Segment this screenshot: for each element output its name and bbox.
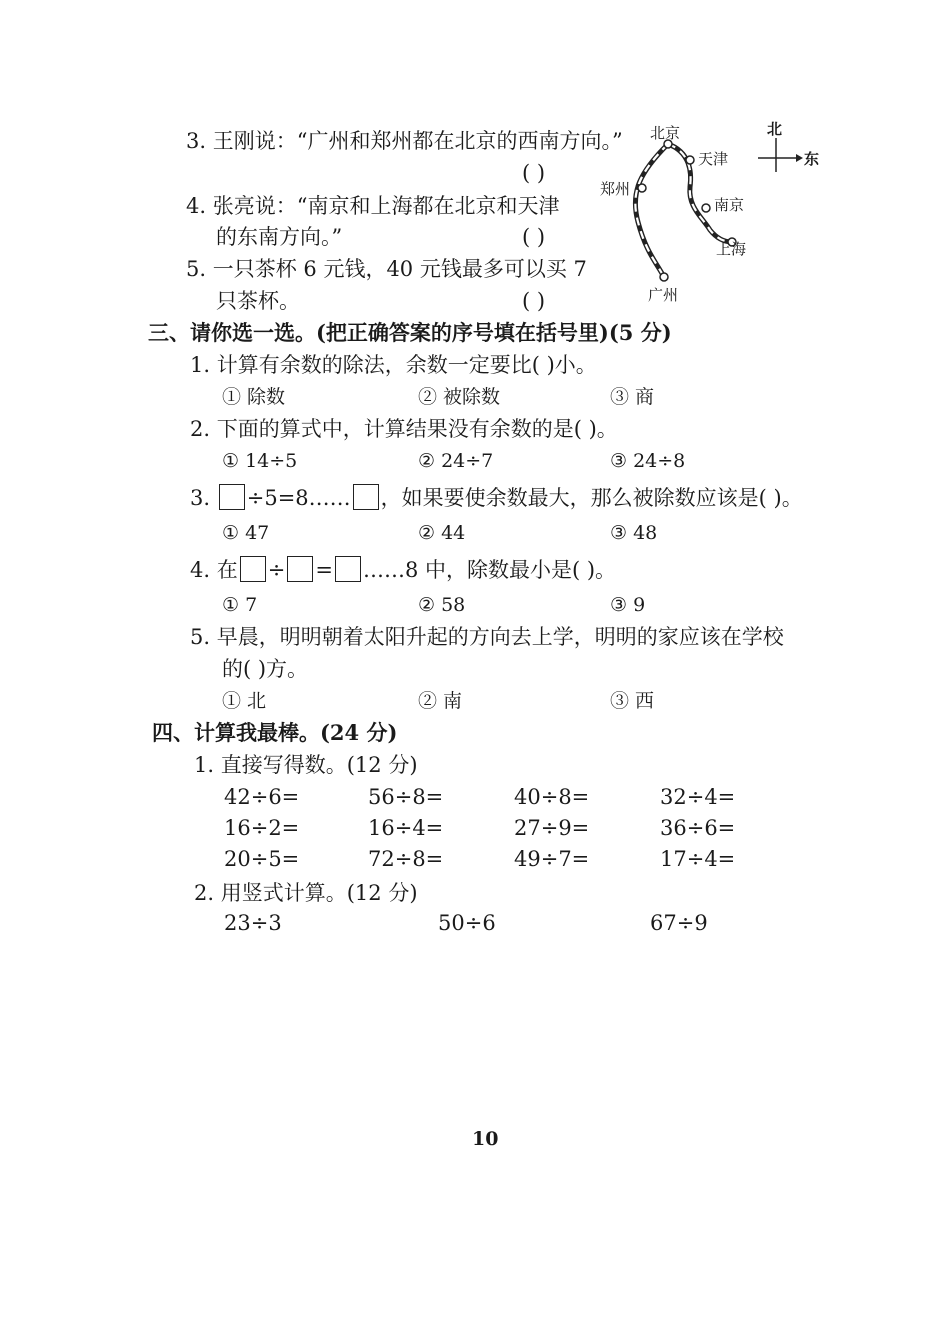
station-guangzhou (660, 273, 668, 281)
blank-box[interactable] (287, 556, 313, 582)
label-beijing: 北京 (650, 124, 681, 142)
station-nanjing (702, 204, 710, 212)
q4-judge-line1: 4. 张亮说：“南京和上海都在北京和天津 (186, 194, 560, 218)
p3-q3: 3. ÷5=8…… ，如果要使余数最大，那么被除数应该是( )。 (190, 486, 803, 510)
calc-item: 32÷4= (660, 785, 736, 809)
p3-q3-opt3: ③ 48 (610, 522, 658, 544)
p3-q3-opt1: ① 47 (222, 522, 270, 544)
calc-item: 20÷5= (224, 847, 300, 871)
p3-q4-opt2: ② 58 (418, 594, 466, 616)
station-zhengzhou (638, 184, 646, 192)
q4-answer-paren[interactable]: ( ) (522, 225, 546, 249)
part3-heading: 三、请你选一选。(把正确答案的序号填在括号里)(5 分) (148, 320, 672, 345)
label-zhengzhou: 郑州 (600, 180, 631, 198)
p3-q1: 1. 计算有余数的除法，余数一定要比( )小。 (190, 353, 597, 377)
p3-q3-opt2: ② 44 (418, 522, 466, 544)
q5-judge-line1: 5. 一只茶杯 6 元钱，40 元钱最多可以买 7 (186, 257, 587, 281)
p3-q2: 2. 下面的算式中，计算结果没有余数的是( )。 (190, 417, 618, 441)
vertical-calc-item: 50÷6 (438, 911, 496, 935)
p3-q5-line1: 5. 早晨，明明朝着太阳升起的方向去上学，明明的家应该在学校 (190, 625, 784, 649)
p3-q5-line2: 的( )方。 (222, 657, 309, 681)
p3-q2-opt1: ① 14÷5 (222, 450, 298, 472)
q4-judge-line2: 的东南方向。” (216, 225, 343, 249)
p3-q1-opt1: ① 除数 (222, 386, 286, 408)
blank-box[interactable] (240, 556, 266, 582)
blank-box[interactable] (353, 484, 379, 510)
p3-q5-opt3: ③ 西 (610, 690, 655, 712)
p3-q2-opt3: ③ 24÷8 (610, 450, 686, 472)
calc-item: 36÷6= (660, 816, 736, 840)
label-nanjing: 南京 (714, 196, 745, 214)
calc-item: 27÷9= (514, 816, 590, 840)
calc-item: 16÷4= (368, 816, 444, 840)
p3-q4-opt1: ① 7 (222, 594, 258, 616)
calc-item: 72÷8= (368, 847, 444, 871)
vertical-calc-item: 23÷3 (224, 911, 282, 935)
compass-east-arrow-icon (796, 154, 803, 162)
q3-answer-paren[interactable]: ( ) (522, 161, 546, 185)
calc-item: 49÷7= (514, 847, 590, 871)
p4-sub2: 2. 用竖式计算。(12 分) (194, 881, 418, 905)
part4-heading: 四、计算我最棒。(24 分) (152, 720, 398, 745)
p3-q4-opt3: ③ 9 (610, 594, 646, 616)
label-guangzhou: 广州 (648, 286, 679, 304)
p3-q2-opt2: ② 24÷7 (418, 450, 494, 472)
label-tianjin: 天津 (698, 150, 729, 168)
p3-q1-opt2: ② 被除数 (418, 386, 501, 408)
railway-map (590, 112, 830, 312)
p3-q5-opt2: ② 南 (418, 690, 463, 712)
blank-box[interactable] (219, 484, 245, 510)
calc-item: 16÷2= (224, 816, 300, 840)
p3-q1-opt3: ③ 商 (610, 386, 655, 408)
calc-item: 42÷6= (224, 785, 300, 809)
blank-box[interactable] (335, 556, 361, 582)
compass-north-label: 北 (767, 120, 783, 138)
q3-judge: 3. 王刚说：“广州和郑州都在北京的西南方向。” (186, 129, 623, 153)
q5-judge-line2: 只茶杯。 (216, 289, 300, 313)
q5-answer-paren[interactable]: ( ) (522, 289, 546, 313)
p3-q4: 4. 在 ÷ = ……8 中，除数最小是( )。 (190, 558, 617, 582)
label-shanghai: 上海 (716, 240, 747, 258)
vertical-calc-item: 67÷9 (650, 911, 708, 935)
calc-item: 40÷8= (514, 785, 590, 809)
calc-item: 56÷8= (368, 785, 444, 809)
calc-item: 17÷4= (660, 847, 736, 871)
p3-q5-opt1: ① 北 (222, 690, 267, 712)
station-tianjin (686, 156, 694, 164)
p4-sub1: 1. 直接写得数。(12 分) (194, 753, 418, 777)
page-number: 10 (472, 1128, 499, 1150)
compass-east-label: 东 (804, 150, 820, 168)
